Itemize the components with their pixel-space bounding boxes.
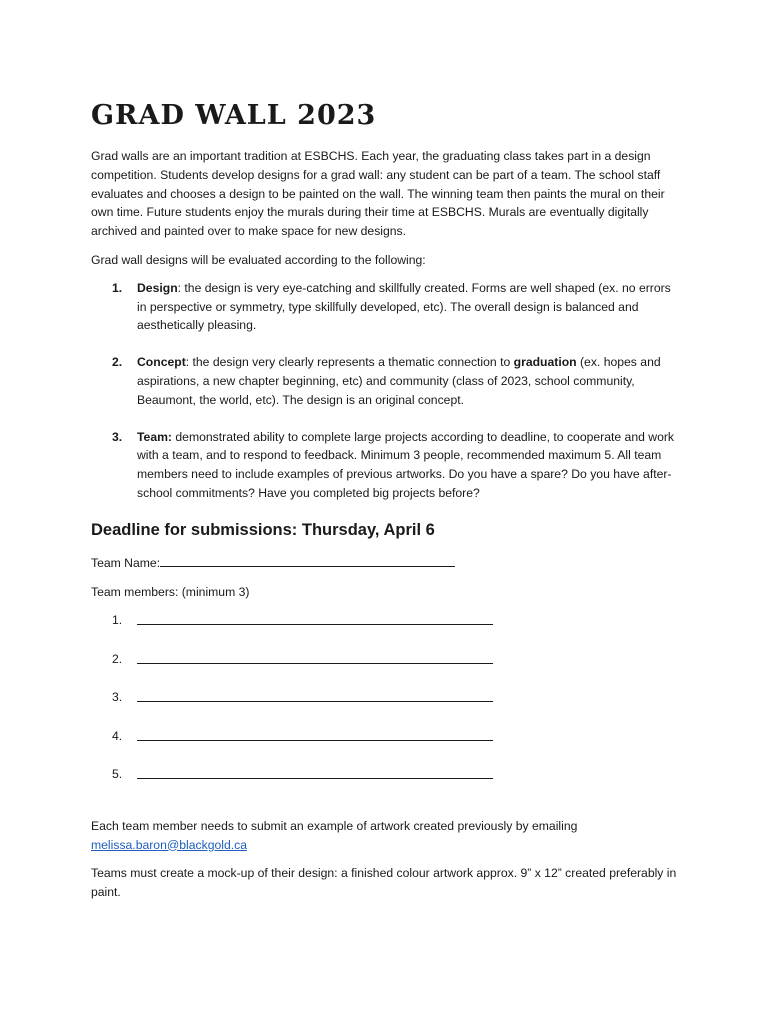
deadline-heading: Deadline for submissions: Thursday, April 6 bbox=[91, 520, 435, 539]
document-page bbox=[91, 100, 681, 902]
member-line bbox=[91, 727, 681, 747]
member-number: 1. bbox=[112, 613, 123, 628]
member-blank[interactable] bbox=[137, 650, 493, 664]
member-number: 2. bbox=[112, 651, 123, 666]
criterion-term: Concept bbox=[137, 355, 186, 370]
criteria-lead: Grad wall designs will be evaluated according to the following: bbox=[91, 252, 426, 267]
criterion-number: 3. bbox=[112, 429, 123, 444]
member-blank[interactable] bbox=[137, 727, 493, 741]
team-name-label: Team Name: bbox=[91, 555, 161, 570]
members-list bbox=[91, 611, 681, 784]
member-number: 3. bbox=[112, 690, 123, 705]
member-number: 4. bbox=[112, 728, 123, 743]
member-blank[interactable] bbox=[137, 765, 493, 779]
criterion-term: Team: bbox=[137, 429, 172, 444]
submission-text: Each team member needs to submit an example of artwork created previously by emailing bbox=[91, 818, 578, 833]
mockup-instructions: Teams must create a mock-up of their design: a finished colour artwork approx. 9” x 12” created preferably in paint. bbox=[91, 866, 677, 900]
criterion-number: 1. bbox=[112, 280, 123, 295]
team-name-blank[interactable] bbox=[160, 553, 455, 567]
criterion-design bbox=[91, 279, 681, 335]
intro-paragraph: Grad walls are an important tradition at ESBCHS. Each year, the graduating class takes part in a design competition. Students develop designs for a grad wall: any student can be part of a team. The school staff evaluates and chooses a design to be painted on the wall. The winning team then paints the mural on their own time. Future students enjoy the murals during their time at ESBCHS. Murals are eventually digitally archived and painted over to make space for new designs. bbox=[91, 149, 665, 239]
submission-instructions bbox=[91, 817, 681, 855]
team-members-label: Team members: (minimum 3) bbox=[91, 584, 250, 599]
team-name-field bbox=[91, 553, 681, 573]
member-blank[interactable] bbox=[137, 688, 493, 702]
criteria-list bbox=[91, 279, 681, 503]
member-blank[interactable] bbox=[137, 611, 493, 625]
member-number: 5. bbox=[112, 766, 123, 781]
member-line bbox=[91, 611, 681, 631]
criterion-term: Design bbox=[137, 280, 178, 295]
criterion-text: : the design very clearly represents a thematic connection to bbox=[185, 355, 514, 370]
member-line bbox=[91, 650, 681, 670]
page-title: GRAD WALL 2023 bbox=[91, 100, 377, 131]
criterion-text-cont: (ex. hopes and aspirations, a new chapter beginning, etc) and community (class of 2023, school community, Beaumont, the world, etc). The design is an original concept. bbox=[137, 355, 661, 407]
member-line bbox=[91, 688, 681, 708]
email-link[interactable]: melissa.baron@blackgold.ca bbox=[91, 837, 247, 852]
criterion-team bbox=[91, 428, 681, 503]
criterion-text: : the design is very eye-catching and skillfully created. Forms are well shaped (ex. no errors in perspective or symmetry, type skillfully developed, etc). The overall design is balanced and aesthetically pleasing. bbox=[137, 280, 671, 333]
member-line bbox=[91, 765, 681, 785]
criterion-emphasis: graduation bbox=[513, 355, 577, 370]
criterion-number: 2. bbox=[112, 355, 123, 370]
criterion-text: demonstrated ability to complete large projects according to deadline, to cooperate and work with a team, and to respond to feedback. Minimum 3 people, recommended maximum 5. All team members need to include examples of previous artworks. Do you have a spare? Do you have after-school commitments? Have you completed big projects before? bbox=[137, 429, 675, 500]
criterion-concept bbox=[91, 353, 681, 409]
